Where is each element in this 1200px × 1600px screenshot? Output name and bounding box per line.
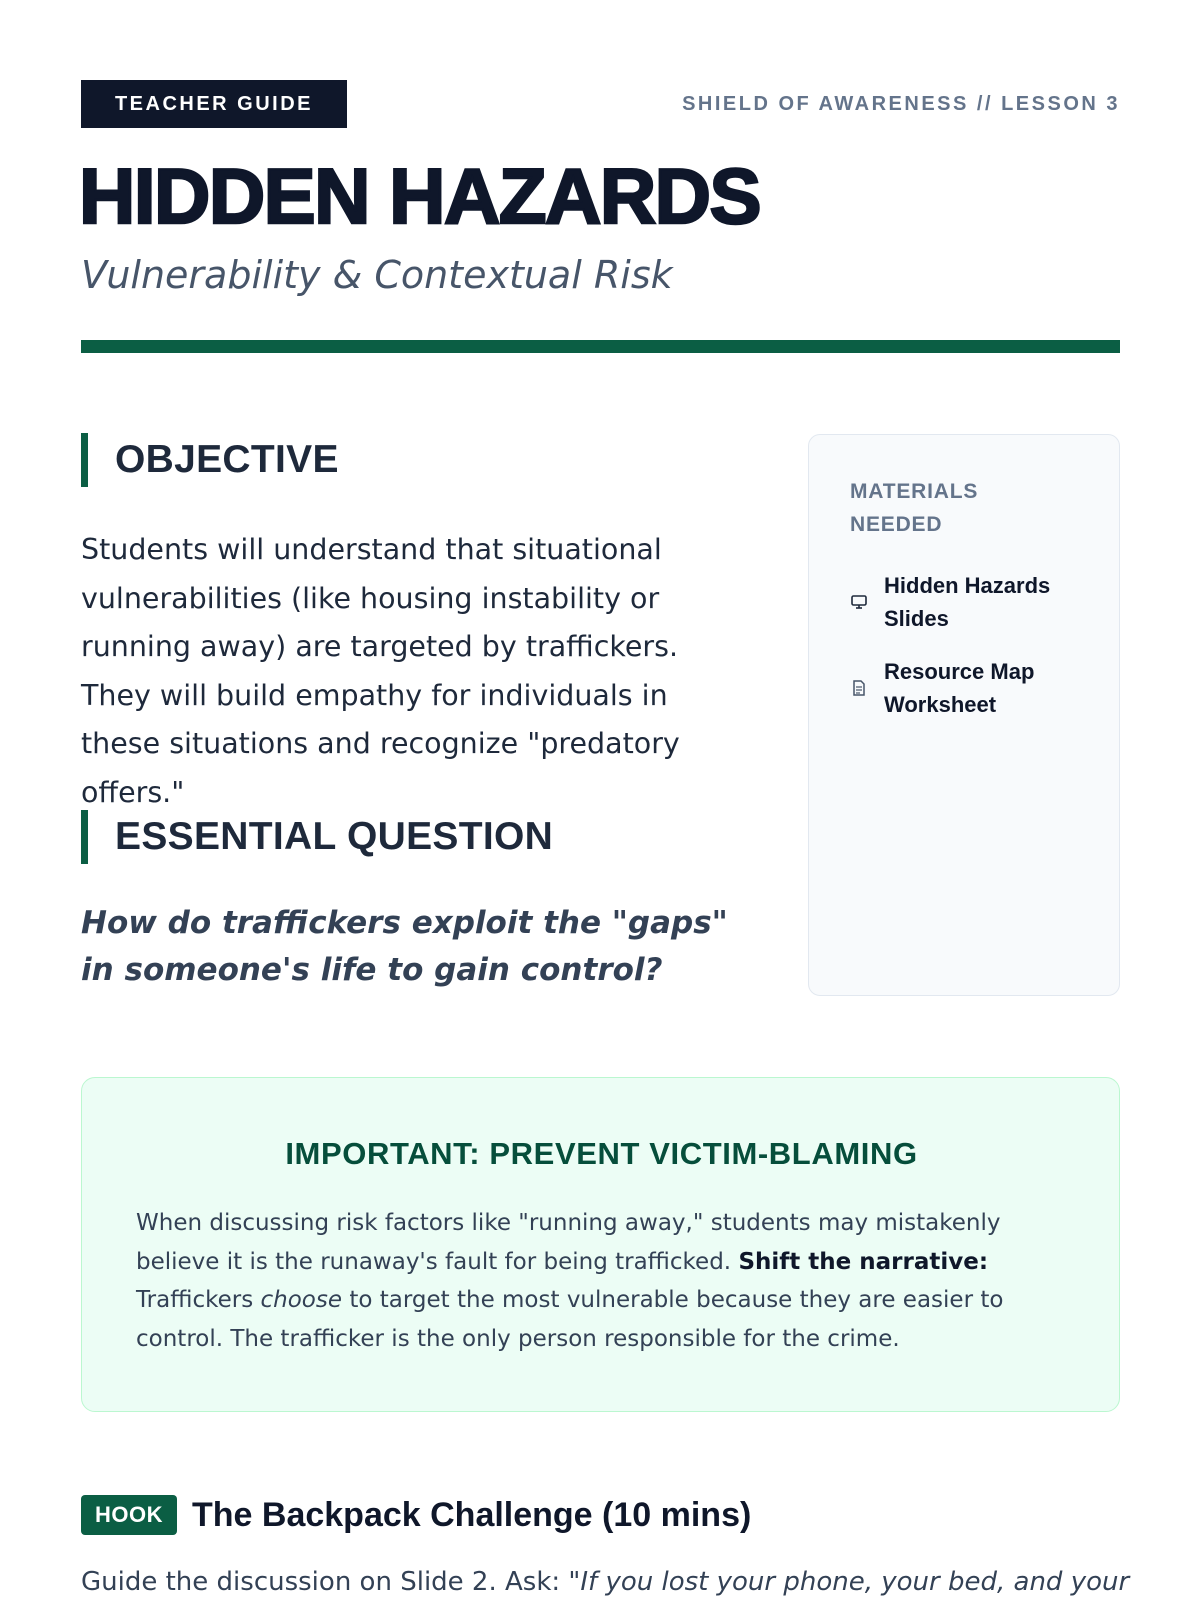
teacher-guide-tag: TEACHER GUIDE — [81, 80, 347, 128]
hook-quote: "If you lost your phone, your bed, and your — [568, 1567, 1130, 1597]
hook-section-header — [81, 1495, 751, 1535]
teacher-guide-page — [79, 0, 1130, 1600]
title-divider — [81, 340, 1120, 353]
material-label: Hidden Hazards Slides — [884, 573, 1051, 631]
victim-blaming-callout — [81, 1077, 1120, 1412]
hook-badge: HOOK — [81, 1495, 177, 1535]
material-label: Resource Map Worksheet — [884, 659, 1035, 717]
callout-text: When discussing risk factors like "running away," students may mistakenly believe it is the runaway's fault for being trafficked. — [136, 1210, 1001, 1275]
callout-emphasis: Shift the narrative: — [738, 1248, 989, 1275]
page-title: HIDDEN HAZARDS — [79, 152, 760, 240]
essential-question-heading: ESSENTIAL QUESTION — [81, 810, 553, 864]
document-icon — [850, 679, 874, 697]
callout-body — [136, 1204, 1046, 1358]
hook-text — [81, 1562, 1130, 1600]
callout-italic: choose — [260, 1287, 343, 1313]
hook-title: The Backpack Challenge (10 mins) — [192, 1495, 752, 1534]
materials-title: MATERIALS NEEDED — [850, 480, 979, 536]
objective-text: Students will understand that situational vulnerabilities (like housing instability or running away) are targeted by traffickers. They will build empathy for individuals in these situations and recognize "predatory offers." — [81, 533, 680, 809]
materials-panel — [808, 434, 1120, 996]
essential-question-text: How do traffickers exploit the "gaps" in someone's life to gain control? — [81, 905, 728, 988]
callout-text: Traffickers — [136, 1287, 261, 1313]
page-subtitle: Vulnerability & Contextual Risk — [81, 253, 673, 297]
material-item[interactable] — [850, 569, 1090, 635]
callout-text: to target the most vulnerable because they are easier to control. The trafficker is the only person responsible for the crime. — [136, 1287, 1004, 1352]
material-item[interactable] — [850, 655, 1090, 721]
hook-instruction: Guide the discussion on Slide 2. Ask: — [81, 1567, 569, 1597]
objective-heading: OBJECTIVE — [81, 433, 339, 487]
callout-title: IMPORTANT: PREVENT VICTIM-BLAMING — [285, 1136, 918, 1171]
monitor-icon — [850, 593, 874, 611]
header-bar — [81, 80, 1120, 128]
lesson-label: SHIELD OF AWARENESS // LESSON 3 — [682, 92, 1120, 115]
